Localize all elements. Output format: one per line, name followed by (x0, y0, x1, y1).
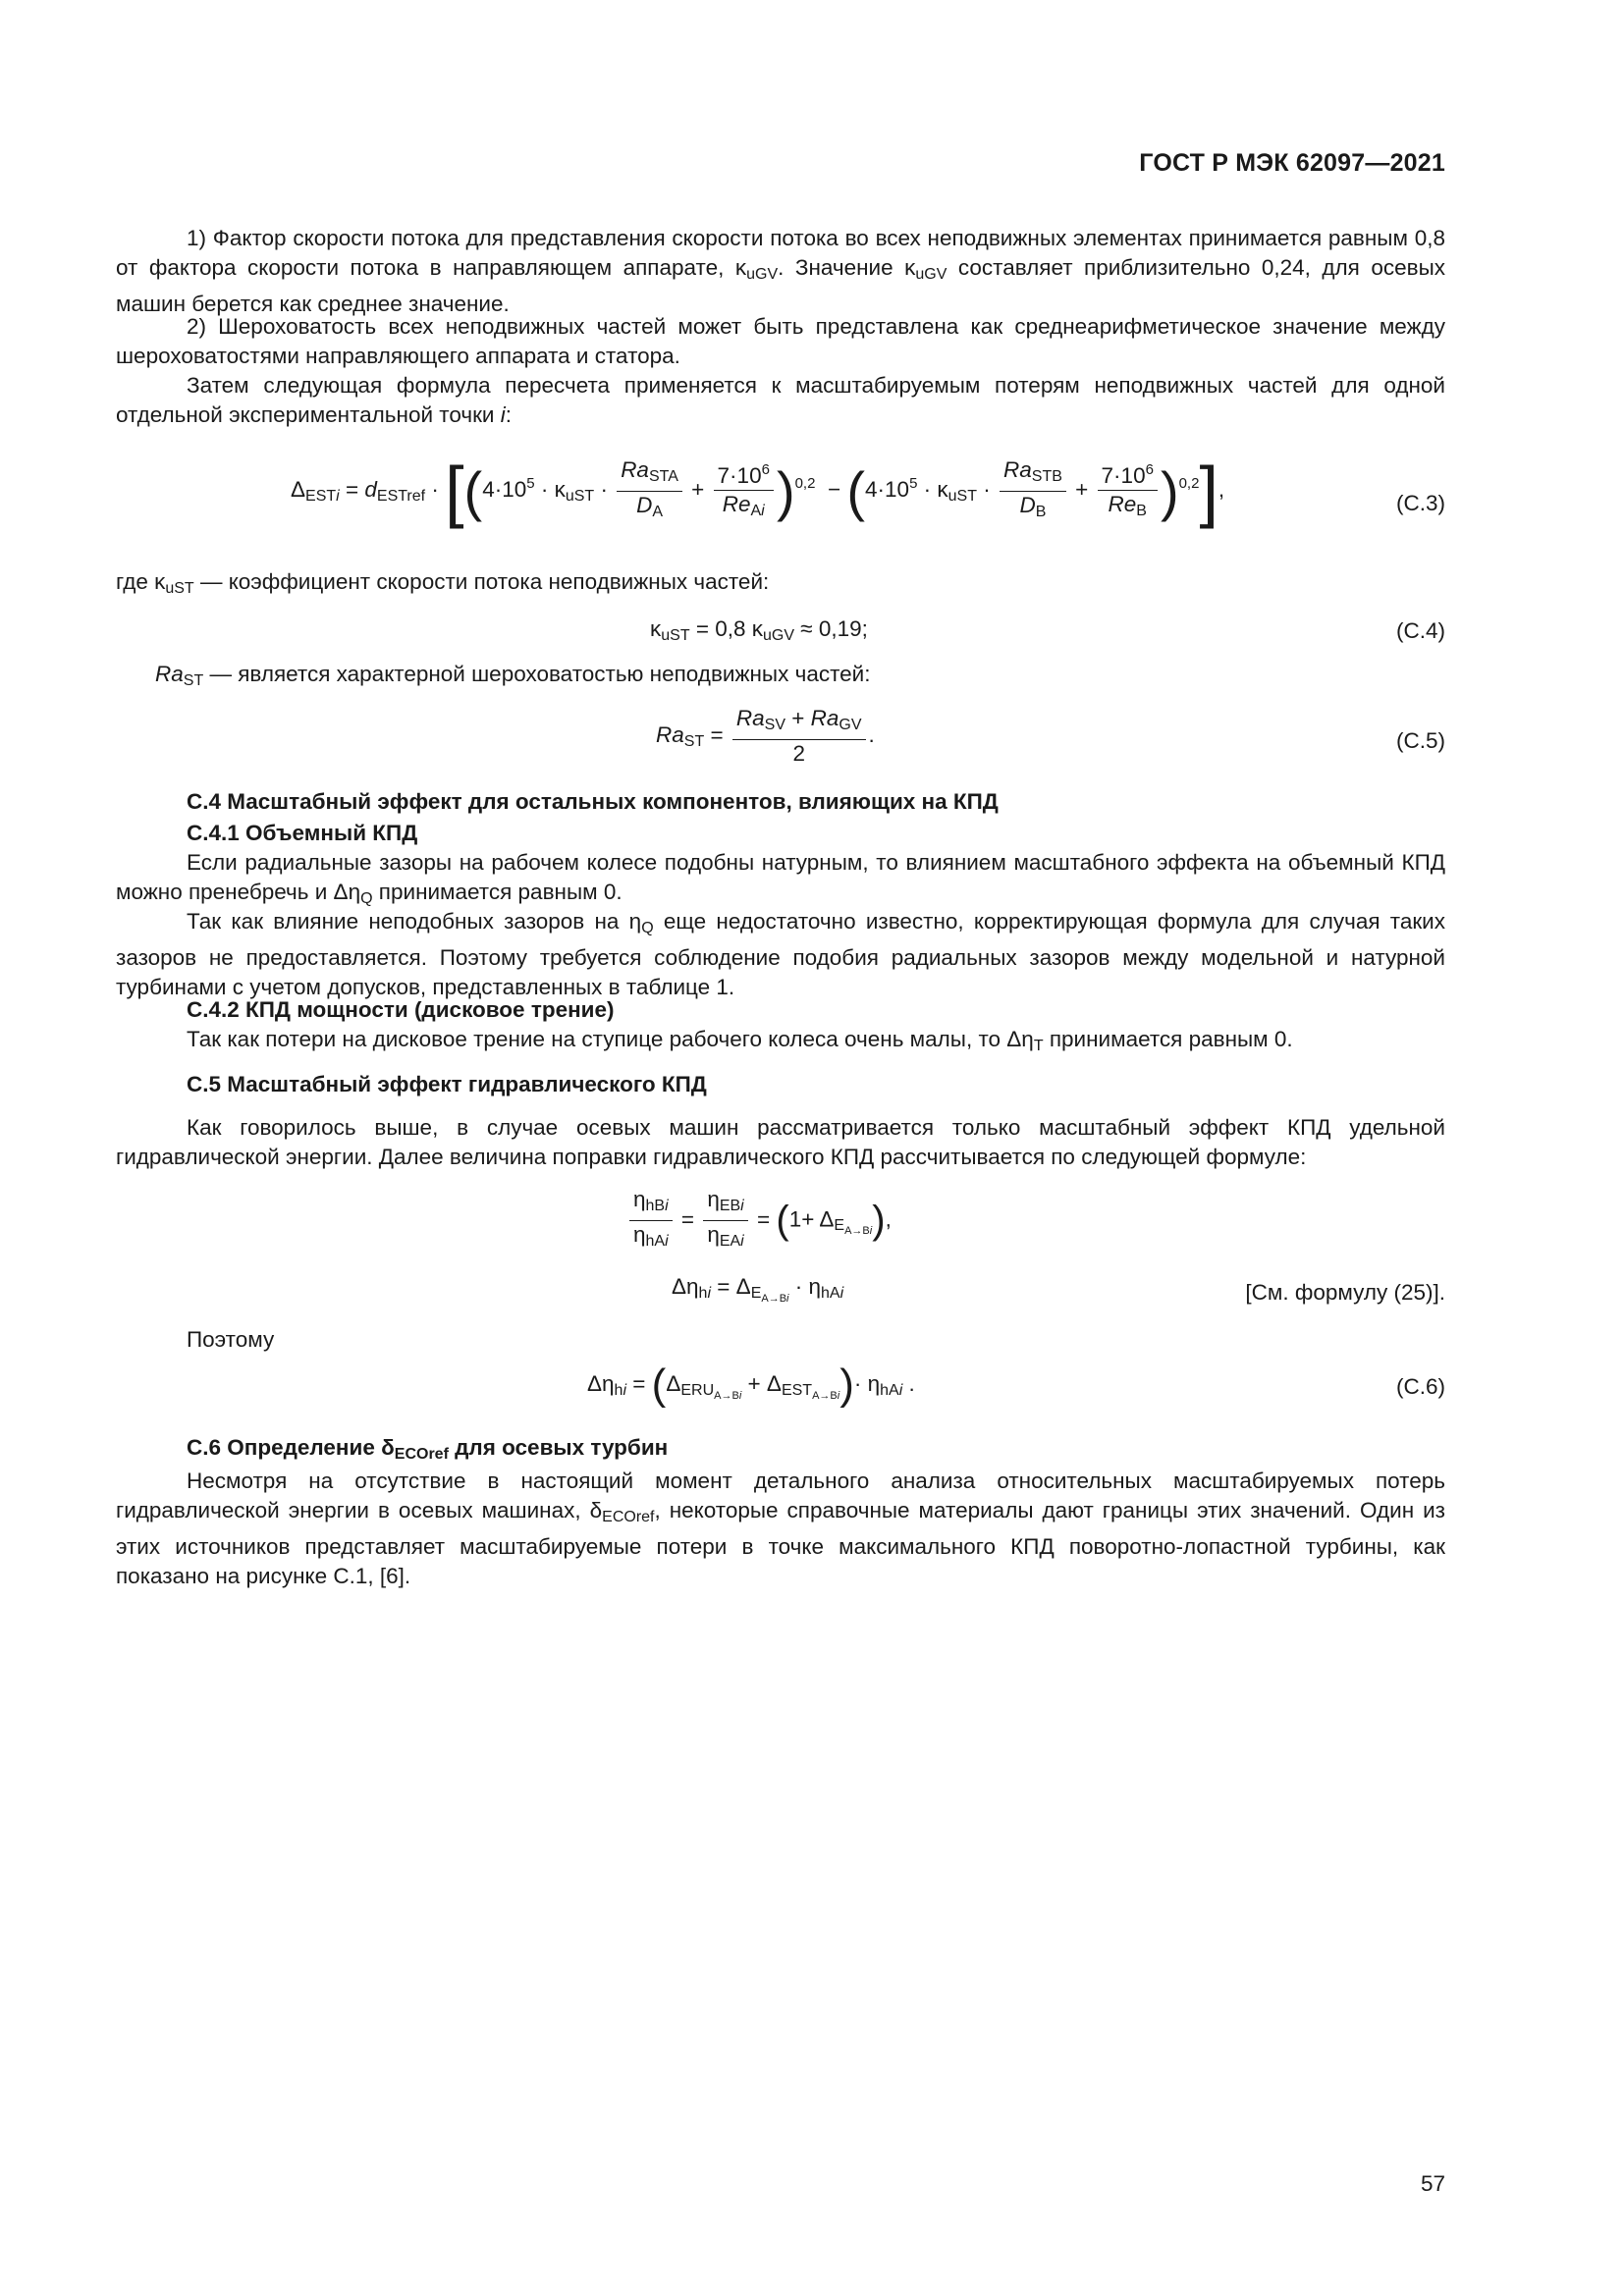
paragraph-c41-2: Так как влияние неподобных зазоров на $\eta_Q$ еще недостаточно известно, корректирующая формула для случая таких зазоров не предоставляется. Поэтому требуется соблюдение подобия радиальных зазоров между модельной и натурной турбинами с учетом допусков, представленных в таблице 1. (116, 909, 1445, 999)
heading-c4: С.4 Масштабный эффект для остальных компонентов, влияющих на КПД (187, 789, 999, 814)
paragraph-c42-1: Так как потери на дисковое трение на ступице рабочего колеса очень малы, то $\Delta\eta_T$ принимается равным 0. (187, 1027, 1293, 1054)
paragraph-2: 2) Шероховатость всех неподвижных частей может быть представлена как среднеарифметическое значение между шероховатостями направляющего аппарата и статора. (116, 314, 1445, 368)
paragraph-where-kust: где $\kappa_{uST}$ — коэффициент скорости потока неподвижных частей: (116, 569, 770, 597)
equation-number-c4: (C.4) (1396, 618, 1445, 643)
paragraph-c5-1: Как говорилось выше, в случае осевых машин рассматривается только масштабный эффект КПД удельной гидравлической энергии. Далее величина поправки гидравлического КПД рассчитывается по следующей формуле: (116, 1115, 1445, 1169)
equation-c4: $\kappa_{uST} = 0,8$ $\kappa_{uGV} \approx 0,19$; (650, 616, 868, 644)
paragraph-c41-1: Если радиальные зазоры на рабочем колесе подобны натурным, то влиянием масштабного эффекта на объемный КПД можно пренебречь и $\Delta\eta_Q$ принимается равным 0. (116, 850, 1445, 907)
document-page (116, 0, 1445, 2296)
heading-c5: С.5 Масштабный эффект гидравлического КПД (187, 1072, 707, 1096)
document-header: ГОСТ Р МЭК 62097—2021 (1139, 149, 1445, 177)
paragraph-therefore: Поэтому (187, 1327, 275, 1352)
equation-efficiency-ratio: $\frac{\eta_{hBi}}{\eta_{hAi}}$ = $\frac{\eta_{EBi}}{\eta_{EAi}}$ = $(1+ \Delta_{E_{A\to Bi}})$, (626, 1186, 892, 1255)
equation-c3: $\Delta_{ESTi} = d_{ESTref} \cdot [(4\cdot 10^5 \cdot \kappa_{uST}$ · $\frac{Ra_{STA}}{D_A}$ + $\frac{7\cdot 10^6}{Re_{Ai}}$ )$^{0,2} - (4\cdot 10^5 \cdot \kappa_{uST}$ · $\frac{Ra_{STB}}{D_B}$ + $\frac{7\cdot 10^6}{Re_B}$ )$^{0,2}$], (291, 453, 1225, 529)
equation-delta-eta: $\Delta\eta_{hi} = \Delta_{E_{A\to Bi}} \cdot \eta_{hAi}$ (672, 1274, 844, 1305)
heading-c41: С.4.1 Объемный КПД (187, 821, 418, 845)
paragraph-rast: $Ra_{ST}$ — является характерной шероховатостью неподвижных частей: (155, 662, 871, 689)
formula-reference-25: [См. формулу (25)]. (1245, 1280, 1445, 1305)
page-number: 57 (1420, 2171, 1445, 2196)
heading-c42: С.4.2 КПД мощности (дисковое трение) (187, 997, 615, 1022)
equation-number-c3: (C.3) (1396, 491, 1445, 515)
paragraph-3: Затем следующая формула пересчета применяется к масштабируемым потерям неподвижных частей для одной отдельной экспериментальной точки i: (116, 373, 1445, 427)
equation-c6: $\Delta\eta_{hi} = (\Delta_{ERU_{A\to Bi}} + \Delta_{EST_{A\to Bi}})\cdot \eta_{hAi}$ . (587, 1361, 915, 1409)
paragraph-c6-1: Несмотря на отсутствие в настоящий момент детального анализа относительных масштабируемых потерь гидравлической энергии в осевых машинах, $\delta_{ECOref}$, некоторые справочные материалы дают границы этих значений. Один из этих источников представляет масштабируемые потери в точке максимального КПД поворотно-лопастной турбины, как показано на рисунке С.1, [6]. (116, 1468, 1445, 1588)
equation-number-c5: (C.5) (1396, 728, 1445, 753)
equation-number-c6: (C.6) (1396, 1374, 1445, 1399)
heading-c6: С.6 Определение $\delta_{ECOref}$ для осевых турбин (187, 1435, 669, 1463)
equation-c5: $Ra_{ST}$ = $\frac{Ra_{SV} + Ra_{GV}}{2}$ . (656, 706, 875, 766)
paragraph-1: 1) Фактор скорости потока для представления скорости потока во всех неподвижных элементах принимается равным 0,8 от фактора скорости потока в направляющем аппарате, $\kappa_{uGV}$. Значение $\kappa_{uGV}$ составляет приблизительно 0,24, для осевых машин берется как среднее значение. (116, 226, 1445, 316)
